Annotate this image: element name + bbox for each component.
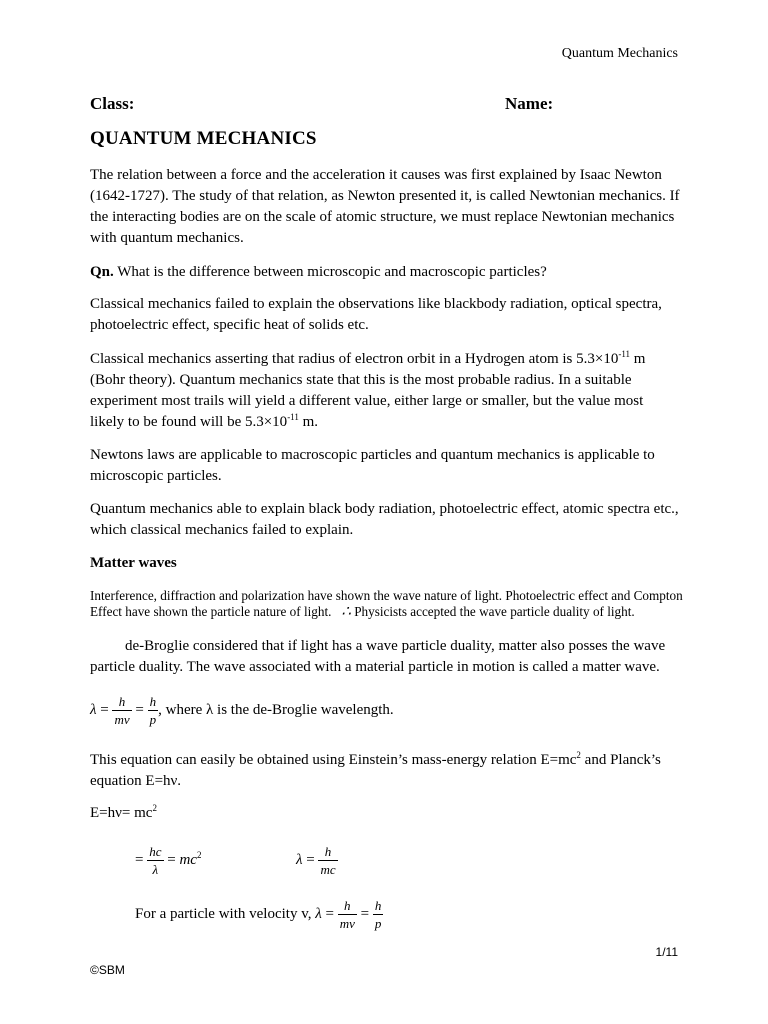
equals-sign: = (167, 851, 176, 868)
qm-explains-paragraph: Quantum mechanics able to explain black body radiation, photoelectric effect, atomic spectra etc., which classical mechanics failed to explain. (90, 501, 679, 538)
derivation-paragraph (90, 750, 680, 792)
equals-sign: = (360, 905, 370, 922)
question-text: What is the difference between microscopic and macroscopic particles? (113, 264, 547, 280)
equals-sign: = (135, 701, 144, 718)
debroglie-equation (90, 693, 394, 728)
debroglie-paragraph: de-Broglie considered that if light has a wave particle duality, matter also posses the wave particle duality. The wave associated with a material particle in motion is called a matter wave. (90, 638, 666, 675)
radius-text-3: m. (298, 414, 319, 430)
radius-exponent-2: -11 (287, 412, 299, 422)
wave-nature-text-b: Physicists accepted the wave particle duality of light. (350, 604, 635, 619)
page-number: 1/11 (655, 945, 678, 959)
fraction-hc-over-lambda: $\frac{hc}{\lambda}$ (149, 844, 162, 877)
therefore-symbol: ∴ (341, 604, 351, 620)
wave-nature-text-a: Interference, diffraction and polarization have shown the wave nature of light. Photoelectric effect and Compton Effect have shown the particle nature of light. (90, 588, 683, 619)
mc-term: mc (179, 851, 197, 868)
equals-sign: = (135, 851, 144, 868)
copyright: ©SBM (90, 963, 125, 977)
running-header: Quantum Mechanics (561, 46, 678, 61)
derivation-exponent: 2 (576, 750, 581, 760)
name-label: Name: (505, 94, 554, 113)
class-label: Class: (90, 94, 135, 113)
classical-failed-paragraph: Classical mechanics failed to explain the observations like blackbody radiation, optical spectra, photoelectric effect, specific heat of solids etc. (90, 296, 662, 333)
fraction-h-over-mv: $\frac{h}{mv}$ (339, 898, 355, 931)
velocity-equation (135, 897, 383, 932)
derivation-text-2: and Planck’s equation E=hν. (90, 752, 661, 789)
newton-laws-paragraph: Newtons laws are applicable to macroscopic particles and quantum mechanics is applicable to microscopic particles. (90, 447, 655, 484)
radius-paragraph (90, 349, 680, 433)
wave-nature-paragraph (90, 588, 685, 620)
equals-sign: = (306, 851, 315, 868)
lambda-symbol: λ (315, 905, 322, 922)
intro-paragraph: The relation between a force and the acceleration it causes was first explained by Isaac Newton (1642-1727). The study of that relation, as Newton presented it, is called Newtonian mechanics. If the interacting bodies are on the scale of atomic structure, we must replace Newtonian mechanics with quantum mechanics. (90, 167, 680, 246)
velocity-prefix: For a particle with velocity v, (135, 905, 312, 922)
radius-text-2: m (Bohr theory). Quantum mechanics state that this is the most probable radius. In a suitable experiment most trails will yield a different value, either large or smaller, but the value most likely to be found will be 5.3×10 (90, 351, 646, 430)
lambda-h-over-mc-equation (296, 843, 338, 878)
question-label: Qn. (90, 264, 114, 280)
radius-exponent-1: -11 (618, 349, 630, 359)
energy-wavelength-equation (135, 843, 201, 878)
matter-waves-heading: Matter waves (90, 555, 177, 571)
lambda-symbol: λ (296, 851, 303, 868)
lambda-symbol: λ (90, 701, 97, 718)
energy-exponent: 2 (152, 803, 157, 813)
fraction-h-over-p: $\frac{h}{p}$ (374, 898, 382, 931)
page-title: QUANTUM MECHANICS (90, 128, 317, 149)
fraction-h-over-mc: $\frac{h}{mc}$ (320, 844, 336, 877)
fraction-h-over-p: $\frac{h}{p}$ (149, 694, 157, 727)
energy-text: E=hν= mc (90, 805, 153, 821)
equals-sign: = (100, 701, 109, 718)
mc-exponent: 2 (196, 849, 202, 860)
energy-relation (90, 805, 157, 822)
radius-text-1: Classical mechanics asserting that radius of electron orbit in a Hydrogen atom is 5.3×10 (90, 351, 619, 367)
equals-sign: = (325, 905, 334, 922)
equation-description: , where λ is the de-Broglie wavelength. (158, 701, 394, 718)
fraction-h-over-mv: $\frac{h}{mv}$ (114, 694, 130, 727)
derivation-text-1: This equation can easily be obtained using Einstein’s mass-energy relation E=mc (90, 752, 577, 768)
question-paragraph (90, 262, 680, 283)
